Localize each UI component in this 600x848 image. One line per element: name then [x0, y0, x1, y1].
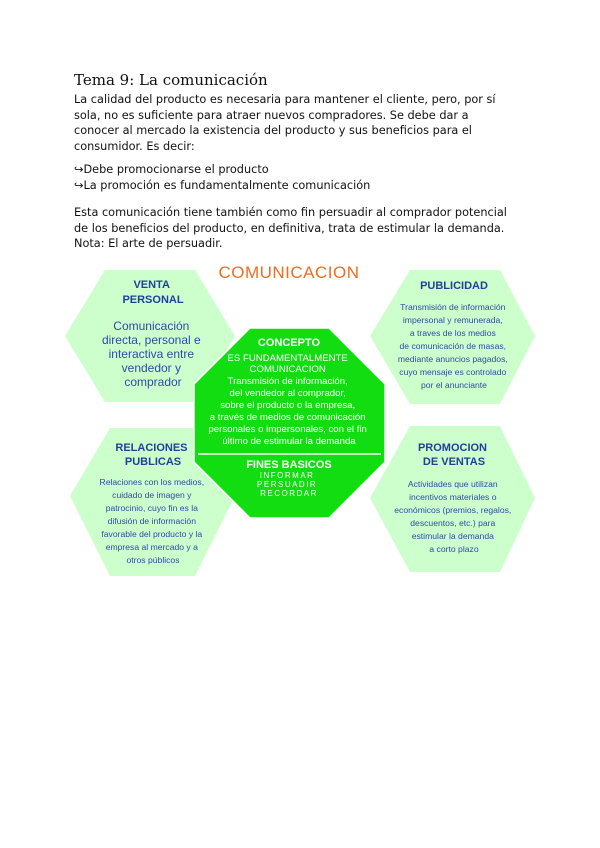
page-title: Tema 9: La comunicación	[74, 71, 268, 89]
hexagon-title: PROMOCION DE VENTAS	[417, 442, 487, 468]
bullet-list	[74, 162, 534, 193]
fines-basicos-list: INFORMAR PERSUADIR RECORDAR	[257, 471, 318, 498]
intro-paragraph	[74, 92, 534, 154]
hexagon-description: Actividades que utilizan incentivos materiales o económicos (premios, regalos, descuentos, etc.) para estimular la demanda a corto plazo	[394, 479, 512, 554]
hexagon-title: RELACIONES PUBLICAS	[115, 442, 188, 468]
text-line: Esta comunicación tiene también como fin persuadir al comprador potencial	[74, 206, 507, 219]
purpose-paragraph	[74, 205, 534, 252]
concepto-description: ES FUNDAMENTALMENTE COMUNICACION Transmisión de información, del vendedor al comprador, sobre el producto o la empresa, a través de medios de comunicación personales o impersonales, con el fin último de estimular la demanda	[208, 353, 367, 447]
hexagon-title: PUBLICIDAD	[420, 280, 488, 292]
bullet-item: ↪La promoción es fundamentalmente comunicación	[74, 178, 371, 192]
text-line: conocer al mercado la existencia del producto y sus beneficios para el	[74, 124, 472, 137]
bullet-item: ↪Debe promocionarse el producto	[74, 163, 269, 176]
text-line: Nota: El arte de persuadir.	[74, 237, 223, 250]
diagram-title: COMUNICACION	[218, 263, 360, 282]
publicidad-hexagon	[370, 270, 535, 404]
communication-diagram	[65, 258, 535, 588]
text-line: La calidad del producto es necesaria para mantener el cliente, pero, por sí	[74, 93, 496, 106]
hexagon-description: Transmisión de información impersonal y remunerada, a traves de los medios de comunicación de masas, mediante anuncios pagados, cuyo mensaje es controlado por el anunciante	[397, 302, 508, 390]
text-line: consumidor. Es decir:	[74, 139, 195, 153]
fines-basicos-title: FINES BASICOS	[246, 459, 332, 471]
text-line: sola, no es suficiente para atraer nuevos compradores. Se debe dar a	[74, 108, 469, 122]
hexagon-description: Relaciones con los medios, cuidado de imagen y patrocinio, cuyo fin es la difusión de información favorable del producto y la empresa al mercado y a otros públicos	[99, 477, 205, 565]
concepto-title: CONCEPTO	[257, 337, 321, 349]
hexagon-title: VENTA PERSONAL	[122, 279, 184, 306]
text-line: de los beneficios del producto, en definitiva, trata de estimular la demanda.	[74, 221, 505, 235]
concepto-octagon	[194, 328, 385, 518]
promocion-ventas-hexagon	[370, 426, 535, 572]
hexagon-description: Comunicación directa, personal e interactiva entre vendedor y comprador	[101, 319, 201, 389]
